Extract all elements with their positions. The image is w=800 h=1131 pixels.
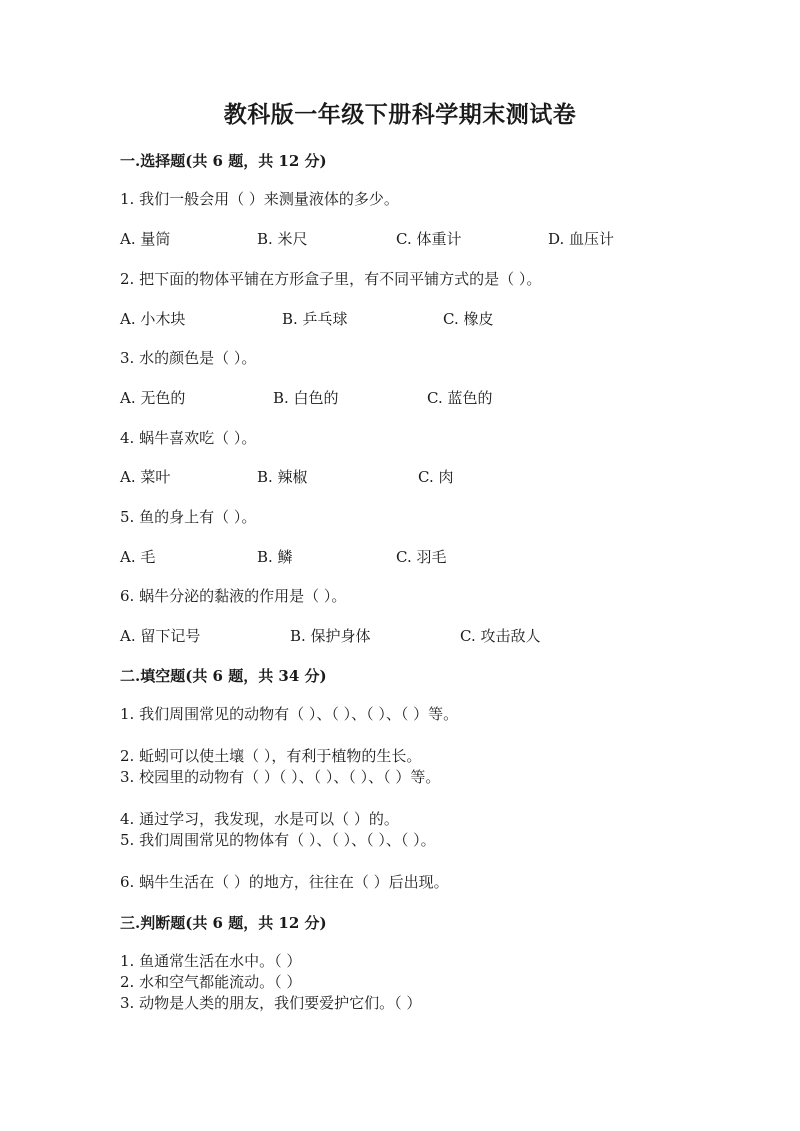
judge-item-2: 2. 水和空气都能流动。（ ） bbox=[120, 973, 302, 991]
section-heading-fill: 二.填空题(共 6 题，共 34 分) bbox=[120, 667, 327, 685]
judge-item-3: 3. 动物是人类的朋友，我们要爱护它们。（ ） bbox=[120, 994, 422, 1012]
section-heading-judge: 三.判断题(共 6 题，共 12 分) bbox=[120, 914, 327, 932]
option-1c: C. 体重计 bbox=[396, 230, 462, 248]
fill-item-3: 3. 校园里的动物有（ ）（ ）、（ ）、（ ）、（ ）等。 bbox=[120, 768, 441, 786]
option-2b: B. 乒乓球 bbox=[282, 310, 348, 328]
option-1b: B. 米尺 bbox=[257, 230, 308, 248]
option-3a: A. 无色的 bbox=[120, 389, 186, 407]
fill-item-6: 6. 蜗牛生活在（ ）的地方，往往在（ ）后出现。 bbox=[120, 873, 449, 891]
question-6: 6. 蜗牛分泌的黏液的作用是（ ）。 bbox=[120, 587, 347, 605]
option-1d: D. 血压计 bbox=[548, 230, 615, 248]
question-5: 5. 鱼的身上有（ ）。 bbox=[120, 508, 257, 526]
option-1a: A. 量筒 bbox=[120, 230, 171, 248]
question-2: 2. 把下面的物体平铺在方形盒子里，有不同平铺方式的是（ ）。 bbox=[120, 270, 542, 288]
option-4a: A. 菜叶 bbox=[120, 468, 171, 486]
question-3: 3. 水的颜色是（ ）。 bbox=[120, 349, 257, 367]
option-5b: B. 鳞 bbox=[257, 548, 293, 566]
fill-item-2: 2. 蚯蚓可以使土壤（ ），有利于植物的生长。 bbox=[120, 747, 422, 765]
page-title: 教科版一年级下册科学期末测试卷 bbox=[223, 101, 577, 128]
option-2a: A. 小木块 bbox=[120, 310, 186, 328]
option-5c: C. 羽毛 bbox=[396, 548, 447, 566]
question-4: 4. 蜗牛喜欢吃（ ）。 bbox=[120, 429, 257, 447]
option-3c: C. 蓝色的 bbox=[427, 389, 493, 407]
fill-item-5: 5. 我们周围常见的物体有（ ）、（ ）、（ ）、（ ）。 bbox=[120, 831, 436, 849]
option-5a: A. 毛 bbox=[120, 548, 156, 566]
option-4b: B. 辣椒 bbox=[257, 468, 308, 486]
fill-item-1: 1. 我们周围常见的动物有（ ）、（ ）、（ ）、（ ）等。 bbox=[120, 705, 459, 723]
judge-item-1: 1. 鱼通常生活在水中。（ ） bbox=[120, 952, 302, 970]
option-4c: C. 肉 bbox=[418, 468, 454, 486]
section-heading-choice: 一.选择题(共 6 题，共 12 分) bbox=[120, 152, 327, 170]
option-6c: C. 攻击敌人 bbox=[460, 627, 541, 645]
option-3b: B. 白色的 bbox=[273, 389, 339, 407]
option-6b: B. 保护身体 bbox=[290, 627, 371, 645]
question-1: 1. 我们一般会用（ ）来测量液体的多少。 bbox=[120, 190, 399, 208]
fill-item-4: 4. 通过学习，我发现，水是可以（ ）的。 bbox=[120, 810, 399, 828]
option-2c: C. 橡皮 bbox=[443, 310, 494, 328]
option-6a: A. 留下记号 bbox=[120, 627, 201, 645]
